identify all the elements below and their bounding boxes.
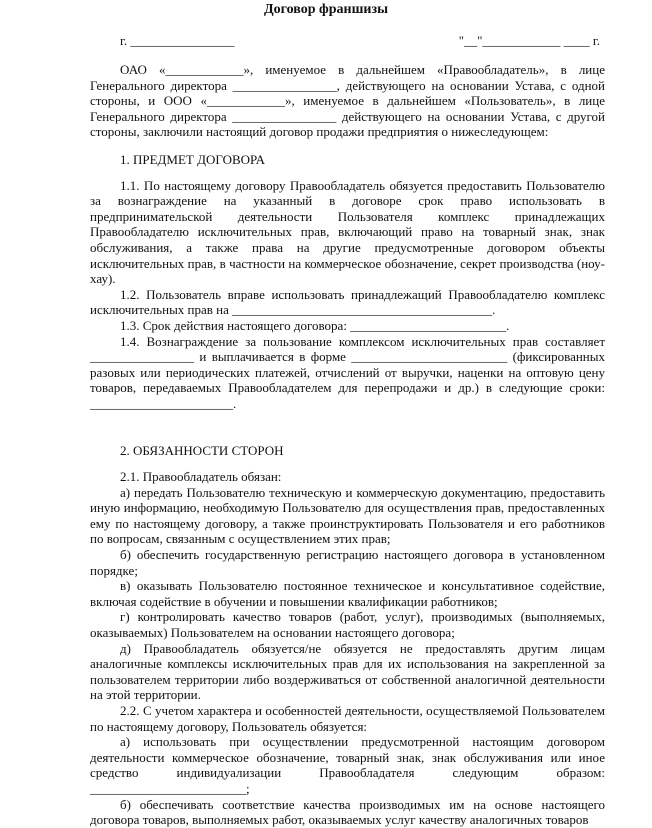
- clause-2-2-a: а) использовать при осуществлении предусмотренной настоящим договором деятельности коммерческое обозначение, товарный знак, знак обслуживания или иное средство индивидуализации Правообладателя следующим образом: ________________________;: [90, 734, 605, 796]
- clause-2-1-v: в) оказывать Пользователю постоянное техническое и консультативное содействие, включая содействие в обучении и повышении квалификации работников;: [90, 578, 605, 609]
- clause-2-1-a: а) передать Пользователю техническую и коммерческую документацию, предоставить иную информацию, необходимую Пользователю для осуществления прав, предоставленных ему по настоящему договору, а также проинструктировать Пользователя и его работников по вопросам, связанным с осуществлением этих прав;: [90, 484, 605, 547]
- clause-2-1-d: д) Правообладатель обязуется/не обязуется не предоставлять другим лицам аналогичные комплексы исключительных прав для их использования на закрепленной за пользователем территории либо воздерживаться от собственной аналогичной деятельности на этой территории.: [90, 640, 605, 703]
- clause-1-4: 1.4. Вознаграждение за пользование комплексом исключительных прав составляет ________________ и выплачивается в форме ________________________ (фиксированных разовых или периодических платежей, отчислений от выручки, наценки на оптовую цену товаров, передаваемых Правообладателем для перепродажи и др.) в следующие сроки: ______________________.: [90, 333, 605, 411]
- clause-1-2: 1.2. Пользователь вправе использовать принадлежащий Правообладателю комплекс исключительных прав на ________________________________________.: [90, 286, 605, 318]
- clause-1-3: 1.3. Срок действия настоящего договора: ________________________.: [120, 317, 510, 333]
- preamble: ОАО «____________», именуемое в дальнейшем «Правообладатель», в лице Генерального директора ________________, действующего на основании Устава, с одной стороны, и ООО «____________», именуемое в дальнейшем «Пользователь», в лице Генерального директора ________________ действующего на основании Устава, с другой стороны, заключили настоящий договор продажи предприятия о нижеследующем:: [90, 62, 605, 140]
- section-2-heading: 2. ОБЯЗАННОСТИ СТОРОН: [120, 443, 284, 459]
- clause-1-1: 1.1. По настоящему договору Правообладатель обязуется предоставить Пользователю за вознаграждение на указанный в договоре срок право использовать в предпринимательской деятельности Пользователя комплекс принадлежащих Правообладателю исключительных прав, включающий право на товарный знак, знак обслуживания, а также права на другие предусмотренные договором объекты исключительных прав, в частности на коммерческое обозначение, секрет производства (ноу-хау).: [90, 177, 605, 287]
- date-field: "__"____________ ____ г.: [458, 33, 600, 48]
- document-title: Договор франшизы: [263, 2, 389, 17]
- section-1-heading: 1. ПРЕДМЕТ ДОГОВОРА: [120, 151, 265, 167]
- document-body: [90, 62, 605, 828]
- clause-2-1: 2.1. Правообладатель обязан:: [120, 469, 282, 485]
- clause-2-1-b: б) обеспечить государственную регистрацию настоящего договора в установленном порядке;: [90, 547, 605, 578]
- place-field: г. ________________: [120, 33, 235, 48]
- clause-2-2: 2.2. С учетом характера и особенностей деятельности, осуществляемой Пользователем по настоящему договору, Пользователь обязуется:: [90, 702, 605, 734]
- place-date-line: [120, 33, 600, 49]
- clause-2-1-g: г) контролировать качество товаров (работ, услуг), производимых (выполняемых, оказываемых) Пользователем на основании настоящего договора;: [90, 609, 605, 640]
- clause-2-2-b: б) обеспечивать соответствие качества производимых им на основе настоящего договора товаров, выполняемых работ, оказываемых услуг качеству аналогичных товаров: [90, 796, 605, 828]
